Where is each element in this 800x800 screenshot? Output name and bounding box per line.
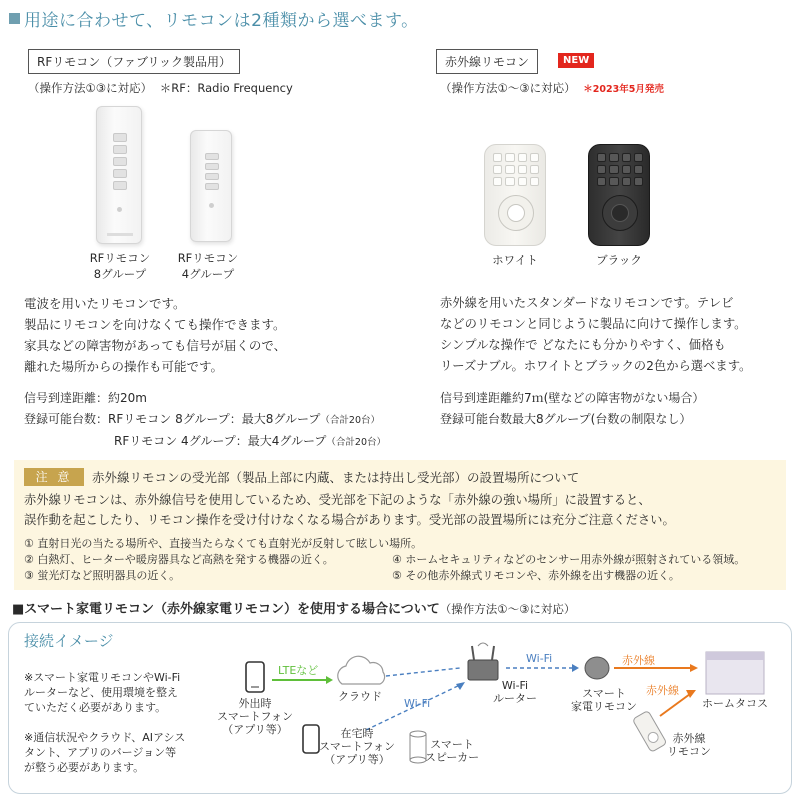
rf-desc-line: 製品にリモコンを向けなくても操作できます。	[24, 317, 286, 332]
ir-label-2: 赤外線	[646, 684, 679, 697]
note1-line: ルーターなど、使用環境を整え	[24, 686, 178, 699]
caution-item-2: ② 白熱灯、ヒーターや暖房器具など高熱を発する機器の近く。	[24, 553, 334, 566]
rf-method-text: （操作方法①③に対応）	[28, 81, 153, 95]
caution-title: 赤外線リモコンの受光部（製品上部に内蔵、または持出し受光部）の設置場所について	[92, 470, 580, 485]
rf-spec-count-1-total: （合計20台）	[320, 415, 381, 426]
phone-out-line: （アプリ等）	[222, 723, 288, 736]
rf4-caption-line2: 4グループ	[181, 267, 235, 281]
note2-line: タント、アプリのバージョン等	[24, 746, 177, 759]
smart-remote-label-line: 家電リモコン	[571, 700, 637, 713]
speaker-label-line: スピーカー	[424, 751, 480, 764]
smart-remote-icon	[585, 657, 609, 679]
ir-remote-small-icon	[632, 710, 667, 752]
ir-method-text: （操作方法①～③に対応）	[440, 81, 576, 95]
note2-line: ※通信状況やクラウド、AIアシス	[24, 731, 186, 744]
ir-white-caption: ホワイト	[492, 253, 538, 267]
home-taco-label: ホームタコス	[702, 697, 768, 710]
rf-spec-range: 信号到達距離：約20m	[24, 391, 147, 405]
ir-desc-line: リーズナブル。ホワイトとブラックの2色から選べます。	[440, 359, 752, 373]
ir-remote-label	[664, 732, 714, 758]
phone-out-line: スマートフォン	[217, 710, 293, 723]
rf-spec-count-1: RFリモコン 8グループ：最大8グループ	[108, 412, 321, 426]
phone-home-label	[314, 727, 400, 766]
rf8-caption-line2: 8グループ	[93, 267, 147, 281]
smart-title-sub: （操作方法①～③に対応）	[439, 602, 576, 616]
phone-home-line: （アプリ等）	[324, 753, 390, 766]
caution-badge: 注 意	[24, 468, 84, 486]
wifi-label-2: Wi-Fi	[404, 697, 431, 710]
note1-line: ていただく必要があります。	[24, 701, 167, 714]
note2-line: が整う必要があります。	[24, 761, 145, 774]
smart-speaker-label	[424, 738, 480, 764]
phone-out-line: 外出時	[238, 697, 272, 710]
ir-spec-count: 登録可能台数最大8グループ(台数の制限なし）	[440, 412, 692, 426]
router-label-line: Wi-Fi	[501, 679, 529, 692]
ir-release-note: ＊2023年5月発売	[583, 84, 664, 95]
rf4-caption-line1: RFリモコン	[177, 251, 239, 265]
rf-spec-count-2: RFリモコン 4グループ：最大4グループ	[114, 434, 327, 448]
new-badge: NEW	[558, 53, 594, 68]
rf-desc-line: 電波を用いたリモコンです。	[24, 296, 186, 311]
rf-note: ＊RF：Radio Frequency	[159, 81, 293, 95]
ir-black-caption: ブラック	[596, 253, 642, 267]
rf-desc-line: 離れた場所からの操作も可能です。	[24, 359, 224, 374]
caution-item-4: ④ ホームセキュリティなどのセンサー用赤外線が照射されている領域。	[392, 553, 746, 566]
ir-desc-line: シンプルな操作で どなたにも分かりやすく、価格も	[440, 338, 726, 352]
phone-home-line: スマートフォン	[319, 740, 395, 753]
rf-desc-line: 家具などの障害物があっても信号が届くので、	[24, 338, 287, 353]
page-title: 用途に合わせて、リモコンは2種類から選べます。	[24, 11, 419, 31]
caution-text-line: 赤外線リモコンは、赤外線信号を使用しているため、受光部を下記のような「赤外線の強い場所」に設置すると、	[24, 493, 651, 507]
ir-remote-label: 赤外線リモコン	[436, 49, 538, 74]
ir-desc-line: などのリモコンと同じように製品に向けて操作します。	[440, 317, 747, 331]
note1-line: ※スマート家電リモコンやWi-Fi	[24, 671, 181, 684]
rf-spec-count-label: 登録可能台数：	[24, 412, 109, 426]
smart-remote-label	[566, 687, 642, 713]
connection-image-title: 接続イメージ	[24, 632, 114, 650]
rf-spec-count-2-total: （合計20台）	[326, 437, 386, 448]
smart-title-main: ■スマート家電リモコン（赤外線家電リモコン）を使用する場合について	[12, 602, 440, 617]
lte-label: LTEなど	[278, 664, 319, 677]
cloud-router-link	[386, 668, 460, 676]
ir-label-1: 赤外線	[622, 654, 655, 667]
ir-remote-label-line: 赤外線	[672, 732, 706, 745]
phone-outside-label	[214, 697, 296, 736]
phone-home-line: 在宅時	[340, 727, 374, 740]
caution-text-line: 誤作動を起こしたり、リモコン操作を受け付けなくなる場合があります。受光部の設置場所には充分ご注意ください。	[24, 513, 675, 527]
ir-spec-range: 信号到達距離約7ｍ(壁などの障害物がない場合）	[440, 391, 705, 405]
smart-remote-label-line: スマート	[582, 687, 626, 700]
caution-item-1: ① 直射日光の当たる場所や、直接当たらなくても直射光が反射して眩しい場所。	[24, 537, 423, 550]
caution-item-5: ⑤ その他赤外線式リモコンや、赤外線を出す機器の近く。	[392, 569, 680, 582]
wifi-router-icon	[468, 643, 498, 680]
rf8-caption-line1: RFリモコン	[89, 251, 151, 265]
router-label-line: ルーター	[493, 692, 537, 705]
speaker-label-line: スマート	[430, 738, 474, 751]
ir-remote-label-line: リモコン	[667, 745, 711, 758]
ir-desc-line: 赤外線を用いたスタンダードなリモコンです。テレビ	[440, 296, 734, 310]
router-label	[486, 679, 544, 705]
cloud-icon	[338, 656, 385, 684]
wifi-label-1: Wi-Fi	[526, 652, 553, 665]
cloud-label: クラウド	[338, 690, 382, 703]
rf-remote-label: RFリモコン（ファブリック製品用）	[28, 49, 240, 74]
caution-item-3: ③ 蛍光灯など照明器具の近く。	[24, 569, 181, 582]
